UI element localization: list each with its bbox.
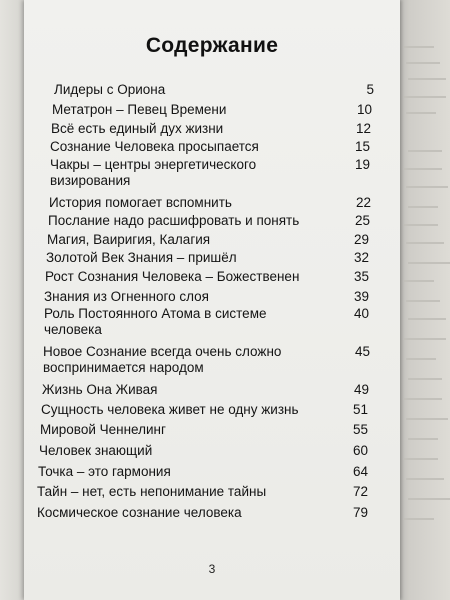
toc-entry-page: 10 bbox=[356, 102, 372, 117]
background-text-line bbox=[408, 438, 438, 440]
toc-entry-title: Жизнь Она Живая bbox=[42, 382, 158, 397]
toc-entry-title: Магия, Ваиригия, Калагия bbox=[47, 232, 211, 247]
toc-entry-page: 35 bbox=[353, 269, 369, 284]
background-text-line bbox=[404, 280, 434, 282]
toc-entry-page: 5 bbox=[366, 82, 374, 97]
toc-entry-page: 45 bbox=[354, 344, 370, 359]
toc-entry-page: 22 bbox=[355, 195, 371, 210]
toc-entry-title: Золотой Век Знания – пришёл bbox=[46, 250, 237, 265]
toc-entry-title: Человек знающий bbox=[39, 443, 153, 458]
page-title: Содержание bbox=[145, 34, 279, 57]
page-number: 3 bbox=[208, 562, 216, 576]
toc-entry-title: Сущность человека живет не одну жизнь bbox=[41, 402, 299, 417]
background-text-line bbox=[406, 242, 444, 244]
toc-entry-title: Знания из Огненного слоя bbox=[44, 289, 209, 304]
background-text-line bbox=[404, 518, 434, 520]
toc-entry-page: 72 bbox=[352, 484, 368, 499]
background-text-line bbox=[406, 478, 444, 480]
toc-entry-title: Тайн – нет, есть непонимание тайны bbox=[37, 484, 267, 499]
background-text-line bbox=[406, 112, 436, 114]
toc-entry-page: 40 bbox=[353, 306, 369, 321]
toc-entry-page: 79 bbox=[352, 505, 368, 520]
toc-entry-title: Мировой Ченнелинг bbox=[40, 422, 166, 437]
toc-entry-page: 12 bbox=[355, 121, 371, 136]
background-text-line bbox=[408, 318, 446, 320]
background-text-line bbox=[404, 96, 446, 98]
background-text-line bbox=[404, 398, 442, 400]
background-text-line bbox=[408, 378, 442, 380]
toc-entry-page: 25 bbox=[354, 213, 370, 228]
toc-entry-title: Новое Сознание всегда очень сложно воспринимается народом bbox=[43, 344, 282, 375]
toc-entry-page: 51 bbox=[352, 402, 368, 417]
toc-entry-page: 29 bbox=[353, 232, 369, 247]
background-text-line bbox=[404, 224, 438, 226]
background-text-line bbox=[404, 46, 434, 48]
toc-entry-title: Метатрон – Певец Времени bbox=[52, 102, 227, 117]
toc-entry-title: Послание надо расшифровать и понять bbox=[48, 213, 300, 228]
toc-entry-page: 64 bbox=[352, 464, 368, 479]
table-of-contents bbox=[24, 0, 400, 600]
toc-entry-title: Всё есть единый дух жизни bbox=[51, 121, 224, 136]
background-text-line bbox=[406, 62, 440, 64]
toc-entry-page: 19 bbox=[354, 157, 370, 172]
toc-entry-title: История помогает вспомнить bbox=[49, 195, 232, 210]
toc-entry-page: 55 bbox=[352, 422, 368, 437]
background-text-line bbox=[408, 206, 438, 208]
toc-entry-title: Космическое сознание человека bbox=[37, 505, 242, 520]
toc-entry-page: 39 bbox=[353, 289, 369, 304]
toc-entry-page: 60 bbox=[352, 443, 368, 458]
background-text-line bbox=[408, 150, 442, 152]
toc-entry-page: 32 bbox=[353, 250, 369, 265]
background-text-line bbox=[406, 418, 448, 420]
toc-entry-title: Чакры – центры энергетического визирования bbox=[50, 157, 257, 188]
toc-entry-title: Роль Постоянного Атома в системе человека bbox=[44, 306, 267, 337]
toc-entry-page: 49 bbox=[353, 382, 369, 397]
toc-entry-title: Точка – это гармония bbox=[38, 464, 171, 479]
book-page bbox=[24, 0, 400, 600]
background-text-line bbox=[408, 262, 450, 264]
background-text-line bbox=[406, 300, 440, 302]
background-text-line bbox=[404, 458, 438, 460]
background-text-line bbox=[406, 186, 448, 188]
background-text-line bbox=[406, 358, 436, 360]
adjacent-page-right bbox=[396, 0, 450, 600]
background-text-line bbox=[408, 498, 450, 500]
background-text-line bbox=[404, 168, 442, 170]
toc-entry-page: 15 bbox=[354, 139, 370, 154]
toc-entry-title: Сознание Человека просыпается bbox=[50, 139, 259, 154]
background-text-line bbox=[404, 338, 446, 340]
toc-entry-title: Рост Сознания Человека – Божественен bbox=[45, 269, 300, 284]
background-text-line bbox=[408, 78, 446, 80]
toc-entry-title: Лидеры с Ориона bbox=[54, 82, 166, 97]
